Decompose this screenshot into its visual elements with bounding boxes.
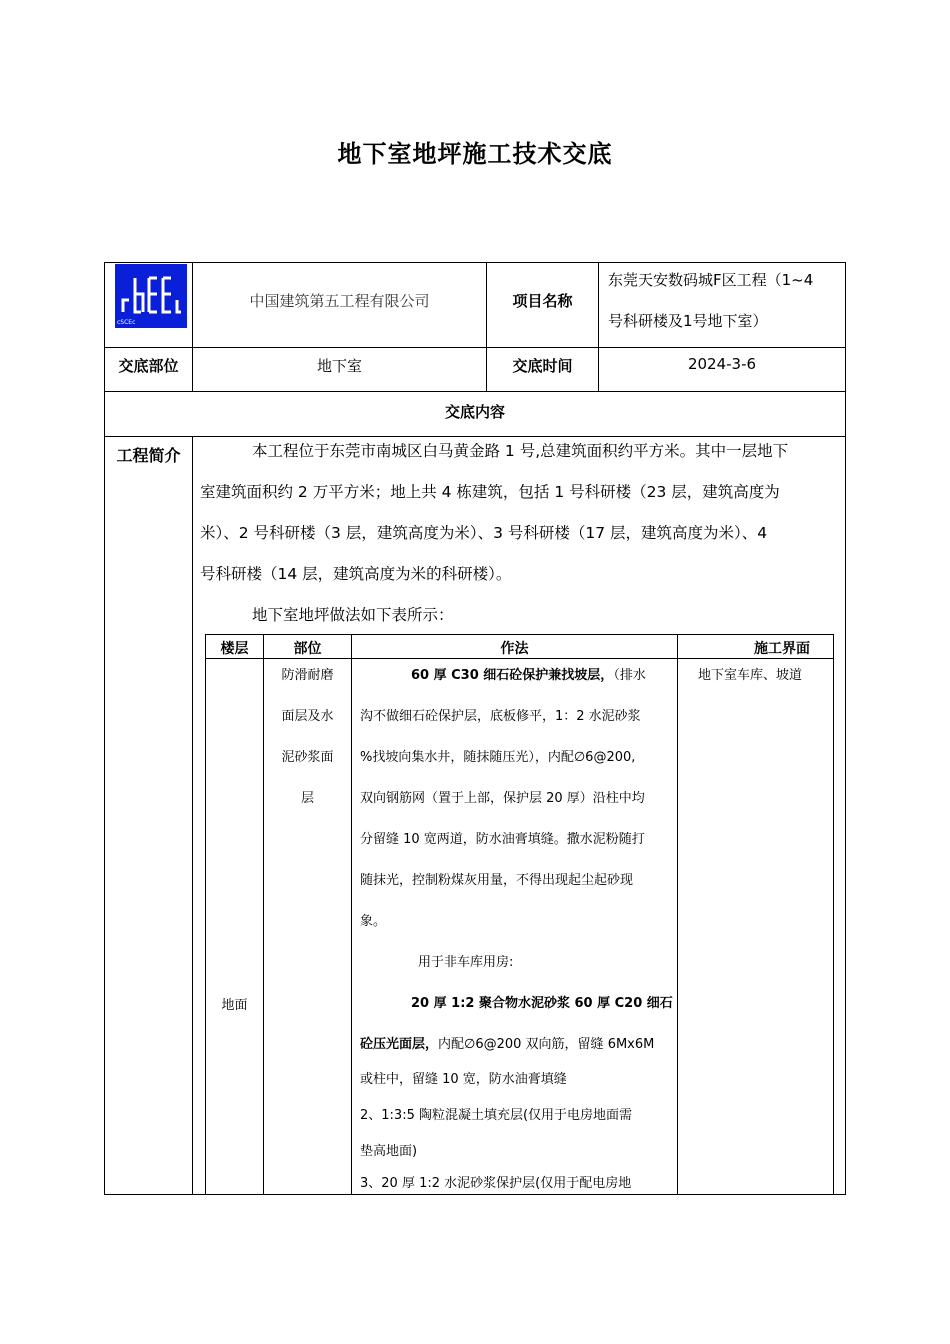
project-name-value-line2: 号科研楼及1号地下室） (608, 312, 768, 330)
content-label: 交底内容 (444, 403, 505, 421)
intro-label: 工程简介 (116, 446, 181, 465)
intro-line-2: 室建筑面积约 2 万平方米；地上共 4 栋建筑，包括 1 号科研楼（23 层，建筑高度为 (200, 483, 780, 501)
method-line-7: 象。 (360, 914, 387, 929)
method-line-11: 或柱中，留缝 10 宽，防水油膏填缝 (360, 1072, 567, 1087)
time-value: 2024-3-6 (687, 355, 757, 373)
method-line-5: 分留缝 10 宽两道，防水油膏填缝。撒水泥粉随打 (360, 832, 645, 847)
intro-line-4: 号科研楼（14 层，建筑高度为米的科研楼）。 (200, 565, 512, 583)
floor-cell: 地面 (221, 998, 248, 1013)
part-line-2: 面层及水 (281, 709, 334, 724)
page-title: 地下室地坪施工技术交底 (337, 140, 613, 168)
method-line-10: 砼压光面层，内配∅6@200 双向筋，留缝 6Mx6M (360, 1037, 655, 1052)
logo-text: cSCEc (117, 319, 136, 326)
intro-line-3: 米）、2 号科研楼（3 层，建筑高度为米）、3 号科研楼（17 层，建筑高度为米）、4 (200, 524, 768, 542)
method-line-8: 用于非车库用房: (418, 955, 514, 970)
cscec-logo-icon (115, 264, 187, 328)
part-value: 地下室 (316, 357, 362, 375)
company-logo (115, 264, 187, 328)
company-name: 中国建筑第五工程有限公司 (249, 292, 430, 310)
method-line-12: 2、1:3:5 陶粒混凝土填充层(仅用于电房地面需 (360, 1108, 633, 1123)
time-label: 交底时间 (512, 357, 573, 375)
method-line-3: %找坡向集水井，随抹随压光），内配∅6@200, (360, 750, 636, 765)
method-line-14: 3、20 厚 1:2 水泥砂浆保护层(仅用于配电房地 (360, 1176, 632, 1191)
disclosure-table (104, 262, 846, 1195)
part-line-1: 防滑耐磨 (281, 668, 334, 683)
method-line-2: 沟不做细石砼保护层，底板修平，1：2 水泥砂浆 (360, 709, 641, 724)
intro-line-1: 本工程位于东莞市南城区白马黄金路 1 号,总建筑面积约平方米。其中一层地下 (252, 442, 789, 460)
intro-line-5: 地下室地坪做法如下表所示： (252, 606, 454, 624)
floor-method-table (205, 634, 834, 1195)
method-line-9: 20 厚 1:2 聚合物水泥砂浆 60 厚 C20 细石 (411, 996, 673, 1011)
part-label: 交底部位 (118, 357, 179, 375)
col-header-part: 部位 (293, 641, 322, 657)
part-line-3: 泥砂浆面 (281, 750, 334, 765)
method-line-6: 随抹光，控制粉煤灰用量，不得出现起尘起砂现 (360, 873, 634, 888)
col-header-floor: 楼层 (220, 641, 249, 657)
project-name-value-line1: 东莞天安数码城F区工程（1~4 (608, 271, 814, 289)
col-header-method: 作法 (500, 641, 529, 657)
project-name-label: 项目名称 (512, 292, 573, 310)
method-line-4: 双向钢筋网（置于上部，保护层 20 厚）沿柱中均 (360, 791, 645, 806)
part-line-4: 层 (300, 791, 314, 806)
method-line-1: 60 厚 C30 细石砼保护兼找坡层，（排水 (411, 668, 646, 683)
method-line-13: 垫高地面) (360, 1144, 418, 1159)
interface-cell: 地下室车库、坡道 (698, 668, 803, 683)
col-header-interface: 施工界面 (754, 641, 810, 657)
